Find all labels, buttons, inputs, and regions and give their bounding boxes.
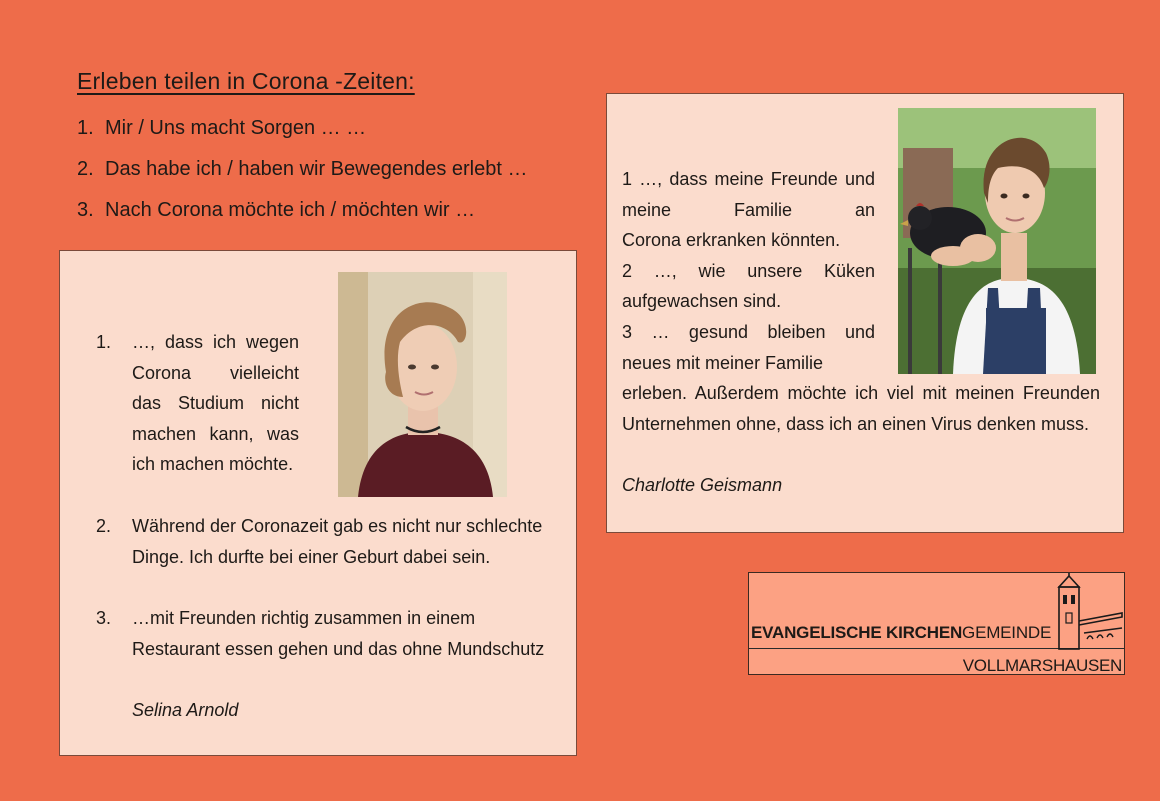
testimonial-text-upper [622, 164, 875, 378]
item-text: 3 … gesund bleiben und [622, 321, 875, 342]
page-heading: Erleben teilen in Corona -Zeiten: [77, 68, 415, 94]
item-text: aufgewachsen sind. [622, 291, 782, 312]
item-text: erleben. Außerdem möchte ich viel mit meinen Freunden Unternehmen ohne, dass ich an einen Virus denken muss. [622, 383, 1100, 434]
item-text: 1 …, dass meine Freunde und meine Familie an [622, 169, 875, 220]
logo-place: VOLLMARSHAUSEN [962, 656, 1122, 675]
testimonial-card-charlotte [606, 93, 1124, 533]
item-text: neues mit meiner Familie [622, 352, 824, 373]
item-number: 1. [96, 332, 112, 352]
intro-item: 1. Mir / Uns macht Sorgen … … [77, 117, 367, 139]
item-text: …, dass ich wegen Corona vielleicht das Studium nicht machen kann, was ich machen möchte. [132, 332, 299, 475]
item-text: …mit Freunden richtig zusammen in einem Restaurant essen gehen und das ohne Mundschutz [132, 608, 545, 659]
item-text: 2 …, wie unsere Küken [622, 260, 875, 281]
logo-name: EVANGELISCHE KIRCHENGEMEINDE [751, 623, 1052, 642]
item-number: 2. [96, 516, 112, 536]
item-text: Corona erkranken könnten. [622, 230, 841, 251]
intro-list [77, 114, 527, 237]
portrait-photo-charlotte [898, 108, 1096, 374]
church-tower-icon [1054, 573, 1124, 651]
signature: Selina Arnold [132, 700, 239, 720]
church-logo [748, 572, 1125, 675]
intro-item: 3. Nach Corona möchte ich / möchten wir … [77, 199, 476, 221]
item-text: Während der Coronazeit gab es nicht nur schlechte Dinge. Ich durfte bei einer Geburt dabei sein. [132, 516, 543, 567]
item-number: 3. [96, 608, 112, 628]
signature: Charlotte Geismann [622, 475, 783, 495]
intro-item: 2. Das habe ich / haben wir Bewegendes erlebt … [77, 158, 528, 180]
portrait-photo-selina [338, 272, 507, 497]
testimonial-card-selina [59, 250, 577, 756]
